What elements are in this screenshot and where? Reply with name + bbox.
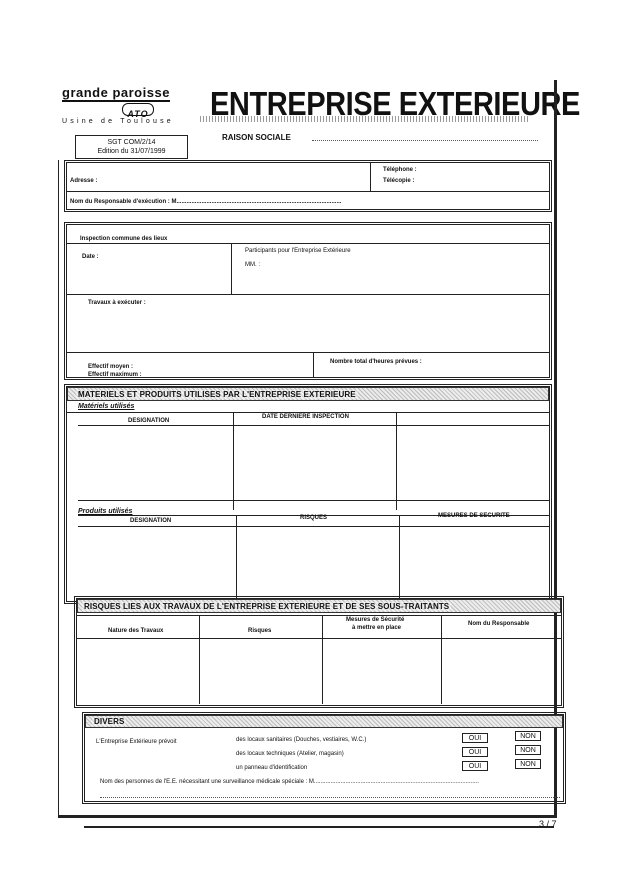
panneau-non-checkbox[interactable]: NON: [515, 759, 541, 769]
divers-section-header: [85, 715, 563, 728]
risques-col-divider-1: [199, 615, 200, 704]
divers-section-title: DIVERS: [94, 717, 125, 726]
form-frame-left: [58, 160, 59, 818]
company-name: grande paroisse: [62, 85, 170, 100]
techniques-oui-checkbox[interactable]: OUI: [462, 747, 488, 757]
risques-col-mesures-2: à mettre en place: [352, 625, 402, 631]
plant-name: Usine de Toulouse: [62, 118, 174, 125]
materiels-table-bottom: [78, 500, 549, 501]
sanitaires-non-checkbox[interactable]: NON: [515, 731, 541, 741]
divers-item-panneau: un panneau d'identification: [236, 765, 308, 771]
divers-item-techniques: des locaux techniques (Atelier, magasin): [236, 751, 344, 757]
produits-header-bottom: [78, 526, 549, 527]
effectif-moyen-label: Effectif moyen :: [88, 364, 134, 370]
participants-label: Participants pour l'Entreprise Extérieure: [245, 248, 351, 254]
edition-date: Edition du 31/07/1999: [97, 148, 166, 155]
panneau-oui-checkbox[interactable]: OUI: [462, 761, 488, 771]
ato-logo-text: ATO: [127, 109, 149, 119]
materiels-section-header: [67, 387, 549, 401]
contact-column-divider: [370, 163, 371, 191]
reference-code: SGT COM/2/14: [107, 139, 156, 146]
materiels-col-date-inspection: DATE DERNIERE INSPECTION: [262, 414, 349, 420]
materiels-col-divider-1: [233, 412, 234, 510]
date-label: Date :: [82, 254, 99, 260]
materiels-table-top: [67, 412, 549, 413]
sanitaires-oui-checkbox[interactable]: OUI: [462, 733, 488, 743]
responsable-label: Nom du Responsable d'exécution : M...................................................................................................: [70, 199, 342, 205]
surveillance-line-2[interactable]: [100, 797, 560, 798]
effectif-maximum-label: Effectif maximum :: [88, 372, 142, 378]
divers-intro: L'Entreprise Extérieure prévoit: [96, 739, 177, 745]
inspection-divider-1: [67, 243, 549, 244]
risques-header-bottom: [77, 638, 561, 639]
effectif-column-divider: [313, 352, 314, 377]
page-number: 3 / 7: [539, 819, 557, 829]
inspection-divider-3: [67, 352, 549, 353]
telecopie-label: Télécopie :: [383, 178, 415, 184]
produits-col-risques: RISQUES: [300, 515, 328, 521]
risques-header-top: [77, 615, 561, 616]
risques-col-risques: Risques: [248, 628, 272, 634]
produits-label: Produits utilisés: [78, 508, 133, 515]
inspection-divider-2: [67, 294, 549, 295]
produits-col-designation: DESIGNATION: [130, 518, 172, 524]
mm-label: MM. :: [245, 262, 260, 268]
materiels-label: Matériels utilisés: [78, 403, 135, 410]
risques-col-responsable: Nom du Responsable: [468, 621, 530, 627]
risques-section-header: [77, 599, 561, 613]
produits-col-divider-1: [236, 515, 237, 601]
heures-label: Nombre total d'heures prévues :: [330, 359, 422, 365]
travaux-label: Travaux à exécuter :: [88, 300, 146, 306]
inspection-column-divider: [231, 243, 232, 294]
adresse-label: Adresse :: [70, 178, 98, 184]
inspection-heading: Inspection commune des lieux: [80, 236, 168, 242]
risques-section-title: RISQUES LIES AUX TRAVAUX DE L'ENTREPRISE EXTERIEURE ET DE SES SOUS-TRAITANTS: [84, 602, 450, 611]
produits-col-divider-2: [399, 515, 400, 601]
materiels-header-bottom: [78, 425, 549, 426]
risques-col-divider-2: [322, 615, 323, 704]
divers-item-sanitaires: des locaux sanitaires (Douches, vestiaires, W.C.): [236, 737, 367, 743]
risques-col-divider-3: [441, 615, 442, 704]
contact-divider: [67, 191, 549, 192]
telephone-label: Téléphone :: [383, 167, 417, 173]
materiels-section-title: MATERIELS ET PRODUITS UTILISES PAR L'ENTREPRISE EXTERIEURE: [78, 390, 356, 399]
risques-col-mesures-1: Mesures de Sécurité: [346, 617, 405, 623]
materiels-col-divider-2: [396, 412, 397, 510]
produits-col-mesures: MESURES DE SECURITE: [438, 513, 510, 519]
materiels-col-designation: DESIGNATION: [128, 418, 170, 424]
techniques-non-checkbox[interactable]: NON: [515, 745, 541, 755]
page-title: ENTREPRISE EXTERIEURE: [210, 85, 580, 122]
risques-col-nature: Nature des Travaux: [108, 628, 164, 634]
surveillance-label: Nom des personnes de l'E.E. nécessitant une surveillance médicale spéciale : M...................................................................................................: [100, 779, 479, 785]
raison-sociale-label: RAISON SOCIALE: [222, 133, 291, 142]
footer-rule: [84, 826, 554, 828]
